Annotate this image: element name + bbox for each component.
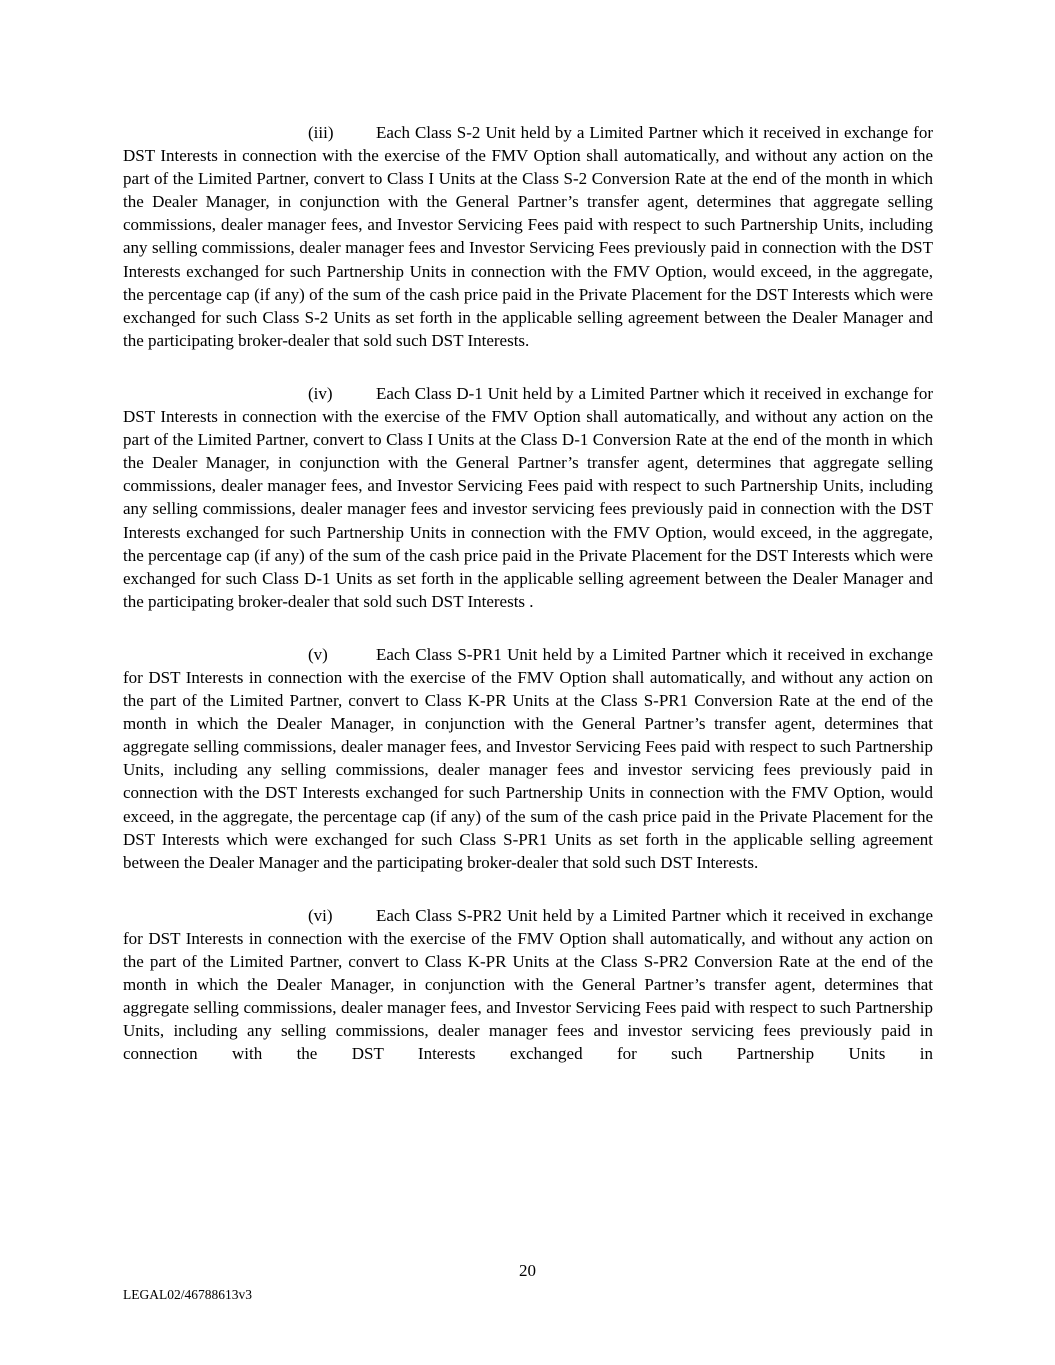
first-line-indent	[123, 659, 308, 660]
paragraph-label: (iv)	[308, 383, 333, 403]
paragraph-text: Each Class D-1 Unit held by a Limited Partner which it received in exchange for DST Interests in connection with the exercise of the FMV Option shall automatically, and without any action on the part of the Limited Partner, convert to Class I Units at the Class D-1 Conversion Rate at the end of the month in which the Dealer Manager, in conjunction with the General Partner’s transfer agent, determines that aggregate selling commissions, dealer manager fees, and Investor Servicing Fees paid with respect to such Partnership Units, including any selling commissions, dealer manager fees and investor servicing fees previously paid in connection with the DST Interests exchanged for such Partnership Units in connection with the FMV Option, would exceed, in the aggregate, the percentage cap (if any) of the sum of the cash price paid in the Private Placement for the DST Interests which were exchanged for such Class D-1 Units as set forth in the applicable selling agreement between the Dealer Manager and the participating broker-dealer that sold such DST Interests .	[123, 383, 933, 611]
document-body	[123, 121, 933, 1065]
page-number: 20	[519, 1261, 536, 1280]
paragraph-label: (vi)	[308, 905, 333, 925]
paragraph-text: Each Class S-PR1 Unit held by a Limited Partner which it received in exchange for DST Interests in connection with the exercise of the FMV Option shall automatically, and without any action on the part of the Limited Partner, convert to Class K-PR Units at the Class S-PR1 Conversion Rate at the end of the month in which the Dealer Manager, in conjunction with the General Partner’s transfer agent, determines that aggregate selling commissions, dealer manager fees, and Investor Servicing Fees paid with respect to such Partnership Units, including any selling commissions, dealer manager fees and investor servicing fees previously paid in connection with the DST Interests exchanged for such Partnership Units in connection with the FMV Option, would exceed, in the aggregate, the percentage cap (if any) of the sum of the cash price paid in the Private Placement for the DST Interests which were exchanged for such Class S-PR1 Units as set forth in the applicable selling agreement between the Dealer Manager and the participating broker-dealer that sold such DST Interests.	[123, 644, 933, 872]
document-id-footer: LEGAL02/46788613v3	[123, 1287, 252, 1302]
paragraph-text: Each Class S-PR2 Unit held by a Limited Partner which it received in exchange for DST Interests in connection with the exercise of the FMV Option shall automatically, and without any action on the part of the Limited Partner, convert to Class K-PR Units at the Class S-PR2 Conversion Rate at the end of the month in which the Dealer Manager, in conjunction with the General Partner’s transfer agent, determines that aggregate selling commissions, dealer manager fees, and Investor Servicing Fees paid with respect to such Partnership Units, including any selling commissions, dealer manager fees and investor servicing fees previously paid in connection with the DST Interests exchanged for such Partnership Units in	[123, 905, 933, 1064]
first-line-indent	[123, 920, 308, 921]
paragraph-vi	[123, 904, 933, 1066]
paragraph-label: (iii)	[308, 123, 334, 142]
paragraph-iv	[123, 382, 933, 613]
first-line-indent	[123, 398, 308, 399]
paragraph-label: (v)	[308, 644, 328, 664]
paragraph-v	[123, 643, 933, 874]
paragraph-text: Each Class S-2 Unit held by a Limited Partner which it received in exchange for DST Interests in connection with the exercise of the FMV Option shall automatically, and without any action on the part of the Limited Partner, convert to Class I Units at the Class S-2 Conversion Rate at the end of the month in which the Dealer Manager, in conjunction with the General Partner’s transfer agent, determines that aggregate selling commissions, dealer manager fees, and Investor Servicing Fees paid with respect to such Partnership Units, including any selling commissions, dealer manager fees and Investor Servicing Fees previously paid in connection with the DST Interests exchanged for such Partnership Units in connection with the FMV Option, would exceed, in the aggregate, the percentage cap (if any) of the sum of the cash price paid in the Private Placement for the DST Interests which were exchanged for such Class S-2 Units as set forth in the applicable selling agreement between the Dealer Manager and the participating broker-dealer that sold such DST Interests.	[123, 123, 933, 350]
first-line-indent	[123, 137, 308, 138]
paragraph-iii	[123, 121, 933, 352]
